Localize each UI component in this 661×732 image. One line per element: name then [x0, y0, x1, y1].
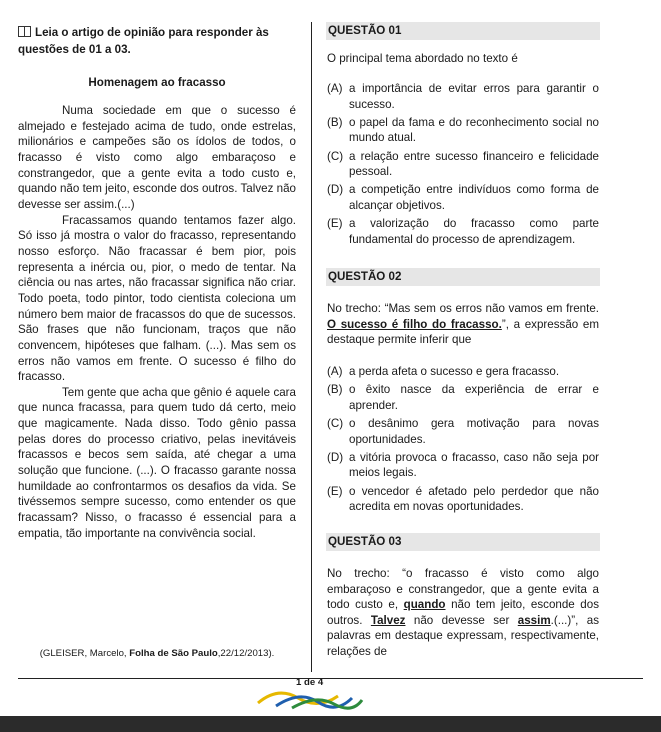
- source-date: ,22/12/2013).: [217, 648, 275, 659]
- stem-text: ”, a expressão em destaque permite inferir que: [327, 317, 599, 347]
- option-c[interactable]: [327, 416, 599, 447]
- question-03-header: QUESTÃO 03: [326, 533, 600, 551]
- option-e[interactable]: [327, 216, 599, 247]
- stem-text: No trecho: “o fracasso é visto como algo embaraçoso e constrangedor, que a gente evita a todo custo e,: [327, 567, 599, 612]
- footer-ribbon-logo: [0, 676, 661, 716]
- question-03-stem: [327, 566, 599, 660]
- option-text: a perda afeta o sucesso e gera fracasso.: [349, 365, 560, 378]
- stem-highlight: O sucesso é filho do fracasso.: [327, 317, 502, 331]
- article-source: [18, 648, 296, 659]
- page-number: 1 de 4: [296, 677, 324, 688]
- option-text: o desânimo gera motivação para novas oportunidades.: [349, 416, 599, 446]
- option-text: o êxito nasce da experiência de errar e aprender.: [349, 383, 599, 412]
- stem-highlight: quando: [403, 598, 446, 612]
- option-letter: (A): [327, 82, 343, 95]
- column-divider: [311, 22, 312, 672]
- option-b[interactable]: [327, 382, 599, 413]
- option-letter: (A): [327, 365, 343, 378]
- stem-text: .(...)”, as palavras em destaque expressam, respectivamente, relações de: [327, 613, 600, 658]
- article-title: Homenagem ao fracasso: [88, 76, 226, 89]
- option-text: o papel da fama e do reconhecimento social no mundo atual.: [349, 115, 599, 145]
- option-text: o vencedor é afetado pelo perdedor que não acredita em novas oportunidades.: [349, 484, 599, 514]
- article-body: [18, 103, 296, 541]
- option-d[interactable]: [327, 450, 599, 481]
- option-letter: (E): [327, 217, 343, 231]
- stem-text: No trecho: “Mas sem os erros não vamos em frente.: [327, 302, 599, 315]
- option-e[interactable]: [327, 484, 599, 515]
- option-letter: (E): [327, 484, 343, 498]
- source-author: (GLEISER, Marcelo,: [39, 648, 130, 659]
- option-c[interactable]: [327, 149, 599, 180]
- stem-highlight: Talvez: [370, 613, 406, 627]
- book-icon: [18, 26, 31, 37]
- article-paragraph: Fracassamos quando tentamos fazer algo. Só isso já mostra o valor do fracasso, representando nosso esforço. Não fracassar é bem pior, pois representa a inércia ou, pior, o medo de tentar. Na ciência ou nas artes, não fracassar significa não criar. Todo poeta, todo pintor, todo cientista coleciona um número bem maior de fracassos do que de sucessos. São frases que não funcionam, traços que não convencem, hipóteses que falham. (...). Mas sem os erros não vamos em frente. O sucesso é filho do fracasso.: [18, 213, 296, 384]
- stem-highlight: assim: [517, 613, 551, 627]
- stem-text: não tem jeito, esconde dos outros.: [327, 598, 600, 627]
- question-02-header: QUESTÃO 02: [326, 268, 600, 286]
- option-text: a competição entre indivíduos como forma de alcançar objetivos.: [349, 183, 599, 212]
- intro-label: Leia o artigo de opinião para responder às questões de 01 a 03.: [18, 26, 269, 56]
- option-letter: (D): [327, 450, 344, 464]
- stem-text: não devesse ser: [405, 613, 518, 627]
- option-letter: (B): [327, 383, 343, 397]
- intro-text: [18, 24, 298, 58]
- option-letter: (D): [327, 183, 344, 197]
- option-text: a relação entre sucesso financeiro e felicidade pessoal.: [349, 149, 599, 179]
- article-paragraph: Tem gente que acha que gênio é aquele cara que nunca fracassa, para quem tudo dá certo, meio que magicamente. Nada disso. Todo gênio passa pelas dores do processo criativo, pelas inevitáveis fracassos e becos sem saída, até chegar a uma solução que funcione. (...). O fracasso garante nossa humildade ao confrontarmos os desafios da vida. Se tivéssemos sempre sucesso, como entender os que fracassam? Nisso, o fracasso é essencial para a empatia, tão importante na convivência social.: [18, 385, 296, 540]
- option-d[interactable]: [327, 182, 599, 213]
- question-02-options: [327, 364, 599, 517]
- question-01-stem: O principal tema abordado no texto é: [327, 52, 518, 65]
- source-publication: Folha de São Paulo: [129, 648, 218, 659]
- bottom-bar: [0, 716, 661, 732]
- option-text: a importância de evitar erros para garantir o sucesso.: [349, 82, 599, 111]
- option-a[interactable]: [327, 81, 599, 112]
- question-01-header: QUESTÃO 01: [326, 22, 600, 40]
- option-letter: (B): [327, 115, 343, 129]
- option-text: a vitória provoca o fracasso, caso não seja por meios legais.: [349, 450, 599, 480]
- question-01-options: [327, 81, 599, 250]
- option-b[interactable]: [327, 115, 599, 146]
- option-text: a valorização do fracasso como parte fundamental do processo de aprendizagem.: [349, 217, 599, 246]
- option-letter: (C): [327, 149, 344, 163]
- article-paragraph: Numa sociedade em que o sucesso é almejado e festejado acima de tudo, onde estrelas, milionários e campeões são os ídolos de todos, o fracasso é visto como algo embaraçoso e constrangedor, que a gente evita a todo custo e, quando não tem jeito, esconde dos outros. Talvez não devesse ser assim.(...): [18, 104, 296, 211]
- option-a[interactable]: [327, 364, 599, 380]
- option-letter: (C): [327, 416, 344, 430]
- question-02-stem: [327, 301, 599, 348]
